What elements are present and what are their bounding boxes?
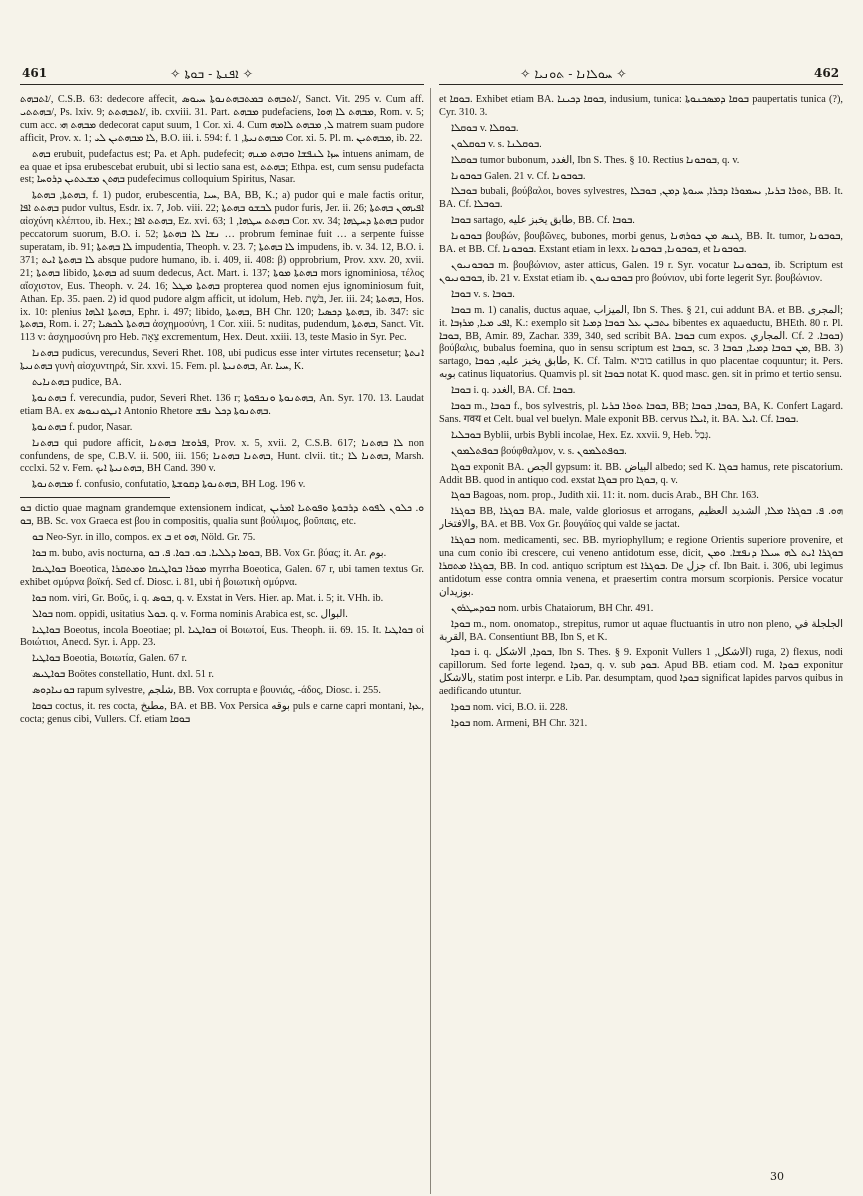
entry-text: ܒܘܒܐ v. s. ܒܘܒܐ. <box>451 288 515 300</box>
entry-text: ܒܘܕܐ i. q. ܒܘܕܐ, الاشكل, Ibn S. Thes. § 9. Exponit Vullers الاشكل, 1) ruga, 2) flexus, nodi capillorum. Sed forte legend. ܒܘܕܐ, q. v. sub ܒܘܕ. Apud BB. etiam cod. M. ܒܘܕܐ exponitur بالاشكل, statim post interpr. e Lib. Par. desumptam, quod ܒܘܕܐ significat lapides parvos quibus in aedificando utuntur. <box>439 647 843 698</box>
entry-text: ܒܘܒܠܐ bubali, βούβαλοι, boves sylvestres, ܬܘܪܐ ܒܪܝܐ, ܝܚܡܘܪܐ ܕܒܪܐ, ܚܝܘܬܐ ܕܡܢ, ܒܘܒܠܐ, BB. It. BA. Cf. ܒܘܒܠܐ. <box>439 186 843 211</box>
entry-text: ܒܘܐܛܝܐ Boeotia, Βοιωτία, Galen. 67 r. <box>32 653 188 665</box>
entry-text: ܒܘܐ nom. viri, Gr. Βοῦς, i. q. ܒܘܣ, q. v. Exstat in Vers. Hier. ap. Mat. i. 5; it. VHh. ib. <box>32 592 384 604</box>
section-divider <box>20 497 170 498</box>
right-running-title: ✧ ܚܘܠܐܢܐ - ܬܘܢܝܐ ✧ <box>520 66 627 81</box>
entry-text: ܒܘܒܐ m., ܒܘܒܐ f., bos sylvestris, pl. ܒܘܒܐ ܬܘܪܐ ܒܪܝܐ, BB; ܒܘܒܐ, ܒܘܒܐ, BA, K. Confert Lagard. Sans. गवय et Celt. bual vel buelyn. Male exponit BB. cervus ܐܝܠܐ, it. BA. ܐܝܠ. Cf. ܒܘܒܐ. <box>439 401 843 425</box>
left-header-rule <box>20 84 424 85</box>
left-page-number: 461 <box>22 66 48 80</box>
page-header <box>0 0 863 88</box>
entry-text: ܒܗܬܢܘܬܐ f. pudor, Nasar. <box>32 421 133 433</box>
entry-text: ܒܘܓܐ exponit BA. الجص gypsum: it. BB. البياض albedo; sed K. ܒܘܓܐ hamus, rete piscatorium. Addit BB. quod in antiquo cod. exstat ܒܘܓܐ pro ܒܘܓܐ, q. v. <box>439 461 843 486</box>
entry-text: ܒܘܕܐ nom. vici, B.O. ii. 228. <box>451 702 568 714</box>
entry-text: ܒܘܕܐ nom. Armeni, BH Chr. 321. <box>451 717 588 729</box>
left-column <box>20 94 424 1194</box>
entry-text: ܒܘܐܛܝܐ Boeotus, incola Boeotiae; pl. ܒܘܐܛܝܐ οἱ Βοιωτοί, Eus. Theoph. ii. 69. 15. It. ܒܘܐܛܝܐ οἱ Βοιώτιοι, Anecd. Syr. i. App. 23. <box>20 624 424 649</box>
signature-mark: 30 <box>770 1170 784 1183</box>
entry-text: ܒܘܩܠܐ tumor bubonum, الغدد, Ibn S. Thes. § 10. Rectius ܒܘܒܘܢܐ, q. v. <box>451 154 740 166</box>
entry-text: ܒܘܐ m. bubo, avis nocturna, ܒܘܡܐ ܕܠܠܝܐ. ܒܘ. ܒܘܐ. ܦ. ܒܘ, BB. Vox Gr. βύας; it. Ar. بوم. <box>32 548 387 559</box>
right-column <box>439 94 843 1194</box>
entry-text: ܒܗܬܢܐ pudicus, verecundus, Severi Rhet. 108, ubi pudicus esse inter virtutes recensetur; ܐܢܬܬܐ ܒܗܬܢܝܬܐ γυνὴ αἰσχυντηρά, Sir. xxvi. 15. Fem. pl. ܒܗܬܢܝܬܐ, Ar. ܚܝܐ, K. <box>20 348 424 373</box>
entry-text: ܡܒܗܬܢܘܬܐ f. confusio, confutatio, ܒܗܬܢܘܬܐ ܕܩܘܫܬܐ, BH Log. 196 v. <box>32 479 306 491</box>
entry-text: ܒܘܕܐ m., nom. onomatop., strepitus, rumor ut aquae fluctuantis in utro non pleno, الجلجلة في القربة, BA. Consentiunt BB, Ibn S, et K. <box>439 618 843 643</box>
entry-text: ܒܘܕܚܛܪܘܢ nom. urbis Chataiorum, BH Chr. 491. <box>451 602 654 614</box>
entry-text: ܒܘܒܘܢܐ βουβών, βουβῶνες, bubones, morbi genus, ܓܢܣ ܡܢ ܟܘܪܗܢܐ, BB. It. tumor, ܒܘܒܘܢܐ, BA. et BB. Cf. ܒܘܒܘܢܐ. Exstant etiam in lexx. ܒܘܒܘܢܐ, ܒܘܒܘܢܐ, et ܒܘܒܘܢܐ. <box>439 231 843 256</box>
entry-text: ܒܘܩܠܐ v. ܒܘܩܠܐ. <box>451 122 519 134</box>
right-page-number: 462 <box>814 66 840 80</box>
entry-text: ܒܘܦܬܠܡܘܢ βούφθαλμον, v. s. ܒܘܦܬܠܡܘܢ. <box>451 445 627 457</box>
entry-text: ܒܘܩܐ coctus, it. res cocta, مطبخ, BA. et BB. Vox Persica بوقه puls e carne capri montani, ܥܙܐ, cocta; genus cibi, Vullers. Cf. etiam ܒܘܩܐ <box>20 701 424 725</box>
column-divider <box>430 88 431 1194</box>
entry-text: ܒܘܐܛܝܣ Boötes constellatio, Hunt. dxl. 51 r. <box>32 669 214 681</box>
entry-text: ܒܘܐܛܝܩܐ Boeotica, ܡܘܪܐ ܒܘܐܛܝܩܐ ܘܡܬܩܪܐ myrrha Boeotica, Galen. 67 r, ubi tamen textus Gr. exhibet σμύρνα βοϊκή. Sed cf. Diosc. i. 81, ubi ἡ βοιωτικὴ σμύρνα. <box>20 563 424 588</box>
entry-text: ܒܘܓܐ Bagoas, nom. prop., Judith xii. 11: it. nom. ducis Arab., BH Chr. 163. <box>451 490 759 502</box>
entry-text: ܐܬܒܗܬ/, C.S.B. 63: dedecore affecit, ܐܬܒܗܬ ܒܡܬܒܗܬܢܘܬܐ ܚܝܘܣ/, Sanct. Vit. 295 v. Cum aff. ܒܗܬܬܝ/, Ps. lxiv. 9; ܐܬܒܗܬܬ/, ib. cxviii. 31. Part. ܡܒܗܬ pudefaciens, ܡܒܗܬ ܠܐ ܗܘܐ, Rom. v. 5; cum acc. ܡܒܗܬ ܗܝ dedecorat caput suum, 1 Cor. xi. 4. Cum ܠ, ܡܒܗܬ ܠܐܡܗ matrem suam pudore afficit, Prov. x. 1; ܠܐ ܡܒܗܬܝܢ ܠܝ, B.O. iii. i. 594: f. ܡܒܗܬܢܝܬܐ, 1 Cor. xi. 5. Pl. m. ܡܒܗܬܝܢ, ib. 22. <box>20 94 424 144</box>
entry-text: ܒܘܒܐ sartago, طابق يخبز عليه, BB. Cf. ܒܘܒܐ. <box>451 215 635 227</box>
entry-text: ܒܘܒܘܢܝܘܢ m. βουβώνιον, aster atticus, Galen. 19 r. Syr. vocatur ܒܘܒܘܢܝܐ, ib. Scriptum est ܒܘܒܘܢܝܘܢ, ib. 21 v. Exstat etiam ib. ܒܘܒܘܢܝܘܢ pro βούνιον, ubi forte legerit Syr. βουβώνιον. <box>439 259 843 284</box>
entry-text: ܒܘܒܐ i. q. الغدد, BA. Cf. ܒܘܒܐ. <box>451 385 576 397</box>
entry-text: ܒܗܬܢܐ qui pudore afficit, ܦܪܘܫܐ ܒܗܬܢܐ, Prov. x. 5, xvii. 2, C.S.B. 617; ܠܐ ܒܗܬܢܐ non confundens, de spe, C.B.V. ii. 500, iii. 156; ܒܗܬܢܐ ܒܗܬܢܐ, Hunt. clvii. tit.; ܒܗܬܢܐ ܠܐ, Marsh. ccclxi. 52 v. Fem. ܒܗܬܢܝܬܐ ܐܝܟ, BH Cand. 390 v. <box>20 437 424 475</box>
entry-text: ܒܗܬ erubuit, pudefactus est; Pa. et Aph. pudefecit; ܚܙܐ ܠܢܦܫܐ ܘܒܗܬ ܡܢܗ intuens animam, de ea quae et ipsa erubescebat erubuit, ubi si lectio sana est, ܒܗܬܬ; Ethpa. est, cum sensu pudefacta est; ܒܗܬܢ ܡܫܥܬܝܢ ܕܪܘܚܐ pudefecimus colloquium Spiritus, Nasar. <box>20 148 424 186</box>
entry-text: ܒܗܬܢܐܝܬ pudice, BA. <box>32 377 122 389</box>
entry-text: ܒܘܒܐ m. 1) canalis, ductus aquae, الميزاب, Ibn S. Thes. § 21, cui addunt BA. et BB. المجرى; it. ܐܦܝ ܡܝܐ, ܡܪܙܒܐ, K.: exemplo sit ܝܬܒܝܢ ܥܠ ܒܘܒܐ ܕܡܝܐ bibentes ex aquaeductu, BHEth. 80 r. Pl. ܒܘܒܐ, BB, Amir. 89, Zachar. 339, 340, sed scribit BA. ܒܘܒܐ cum expos. المجاري. Cf. ܒܘܒܐ. 2) βούβαλις, bubalus foemina, quo in sensu scriptum est ܒܘܒܐ, sc. 3 ܡܢ ܒܘܒܐ ܕܡܝܐ, ܒܘܒܐ, BB. 3) sartago, طابق يخبز عليه, ܟܘܒܐ, K. Cf. Talm. בוביא catillus in quo placentae coquuntur; it. Pers. بوبه catinus liquatorius. Quamvis pl. sit ܒܘܒܐ notat K. quod masc. gen. sit in primo et tertio sensu. <box>439 304 843 381</box>
entry-text: ܒܘܐܠ nom. oppidi, usitatius ܒܘܠ. q. v. Forma nominis Arabica est, sc. البوال. <box>32 608 348 620</box>
left-running-title: ✧ ܐܦܢܬܐ - ܒܘܬܐ ✧ <box>170 66 254 81</box>
entry-text: ܒܘܒܘܢܐ Galen. 21 v. Cf. ܒܘܒܘܢܐ. <box>451 170 586 182</box>
entry-text: ܒܘܒܠܝܐ Byblii, urbis Bybli incolae, Hex. Ez. xxvii. 9, Heb. גְּבַל. <box>451 429 711 441</box>
entry-text: et ܒܘܩܐ. Exhibet etiam BA. ܒܘܩܐ ܕܟܝܢܐ, indusium, tunica: ܒܘܩܐ ܕܡܣܟܢܘܬܐ paupertatis tunica (?), Cyr. 310. 3. <box>439 94 843 118</box>
entry-text: ܒܗܬܬܐ, ܒܗܬܬܐ, f. 1) pudor, erubescentia, ܚܝܐ, BA, BB, K.; a) pudor qui e male factis oritur, ܒܗܬܬ ܐܦܐ pudor vultus, Esdr. ix. 7, Job. viii. 22; ܠܒܫܘ ܒܗܬܬܐ pudor furis, Jer. ii. 26; ܐܦܝܗܘܢ ܒܗܬܬܐ αἰσχύνη κλέπτου, ib. Hex.; ܒܗܬܬ ܐܦܐ, Ez. xvi. 63; ܒܗܬܬ ܚܛܗܐ, 1 Cor. xv. 34; ܒܗܬܬܐ ܕܚܛܗܐ pudor peccatorum suorum, B.O. i. 52; ܢܫܐ ܠܐ ܒܗܬܬܐ … probrum feminae fuit … a serpente fuisse superatam, ib. 91; ܠܐ ܒܗܬܬܐ impudentia, Theoph. v. 23. 7; ܠܐ ܒܗܬܬܐ impudens, ib. v. 34. 12, B.O. i. 371; ܠܐ ܒܗܬܬܐ ܐܝܬ absque pudore humano, ib. i. 409, ii. 408: β) opprobrium, Prov. xxv. 20, xvii. 21; ܒܗܬܬܐ libido, ܒܗܬܬܐ ad suum dedecus, Act. Mart. i. 137; ܒܗܬܬܐ ܡܘܬܐ mors ignominiosa, τέλος αἴσχιστον, Eus. Theoph. v. 24. 16; ܒܗܬܬܐ ܡܛܠ propterea quod nomen ejus ignominiosum fuit, Athan. Ep. 35. paen. 2) id quod pudore algm afficit, ut idolum, Heb. בֹּשֶׁת, Jer. iii. 24; ܒܗܬܬܐ, Hos. ix. 10: plenius ܒܗܬܬܐ ܐܠܗܐ, Ephr. i. 497; libido, ܒܗܬܬܐ, BH Chr. 120; ܒܗܬܬܐ ܕܟܣܝܐ, ib. 347: sic ܒܗܬܬܐ, Rom. i. 27; ܒܗܬܬܐ ܠܟܣܝܐ ἀσχημοσύνη, 1 Cor. xiii. 5: nuditas, pudendum, ܒܗܬܬܐ, Sanct. Vit. 113 v: ἀσχημοσύνη pro Heb. צֵאָה excrementum, Hex. Deut. xxiii. 13, teste Masio in Syr. Pec. <box>20 190 424 344</box>
entry-text: ܒܘܓܪܐ BB, ܒܘܓܪܐ BA. male, valde gloriosus et arrogans, ܗܘ. ܦ. ܒܘܓܪܐ ܡܠܐ, الشديد العظيم والافتخار, BA. et BB. Vox Gr. βουγάϊος qui valde se jactat. <box>439 506 843 531</box>
entry-text: ܒܘܢܝܐܕܘܣ rapum sylvestre, شلجم, BB. Vox corrupta e βουνιάς, -άδος, Diosc. i. 255. <box>32 685 381 697</box>
entry-text: ܒܘܓܪܐ nom. medicamenti, sec. BB. myriophyllum; e regione Orientis superiore provenire, et una cum conio ibi crescere, cui veneno antidotum esse, dicit, ܒܘܓܪܐ ܐܝܬ ܠܗ ܚܝܠܐ ܕܢܦܫܐ. ܘܡܢ ܒܘܓܪܐ ܡܬܩܪܐ, BB. In cod. antiquo scriptum est ܒܘܓܪܐ. De جزل cf. Ibn Bait. i. 306, ubi legimus antidotum esse contra omnia venena, et praesertim contra morsum scorpionis. Persice vocatur بوزيدان. <box>439 535 843 598</box>
entry-text: ܒܘܩܠܘܢ v. s. ܒܘܩܠܢܐ. <box>451 138 542 150</box>
entry-text: ܒܗܬܢܘܬܐ f. verecundia, pudor, Severi Rhet. 136 r; ܒܗܬܢܘܬܐ ܘܢܟܦܘܬܐ, An. Syr. 170. 13. Laudat etiam BA. ex ܐܢܛܘܢܝܘܣ Antonio Rhetore ܒܗܬܢܘܬܐ ܕܟܠ ܢܦܫ. <box>20 392 424 417</box>
right-header-rule <box>439 84 843 85</box>
entry-text: ܒܘ dictio quae magnam grandemque extensionem indicat, ܘ. ܟܠܘܢ ܠܦܘܬ ܕܪܒܘܬܐ ܘܦܘܬܝܐ ܐܡܪܝܢ ܒܘ, BB. Sc. vox Graeca est βου in compositis, qualia sunt βούλιμος, βοῦπαις, etc. <box>20 503 424 528</box>
entry-text: ܒܘ Neo-Syr. in illo, compos. ex ܒ et ܗܘ, Nöld. Gr. 75. <box>32 532 256 544</box>
